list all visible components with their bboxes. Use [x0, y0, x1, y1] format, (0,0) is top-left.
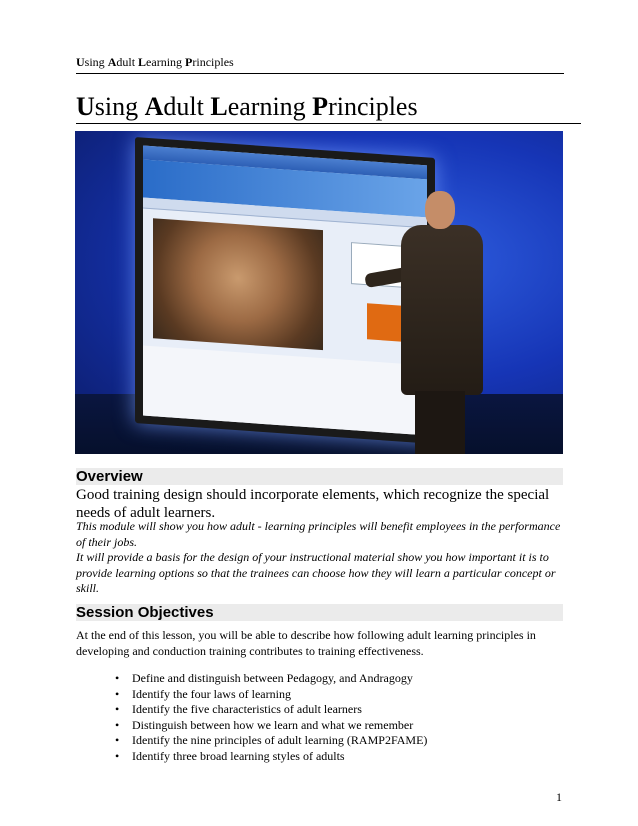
document-title: Using Adult Learning Principles — [76, 92, 581, 124]
presenter-body — [401, 225, 483, 395]
presenter — [395, 191, 485, 454]
running-header: Using Adult Learning Principles — [76, 55, 564, 74]
list-item: • Distinguish between how we learn and what we remember — [113, 718, 427, 734]
overview-heading: Overview — [76, 468, 563, 485]
list-item: • Identify the four laws of learning — [113, 687, 427, 703]
list-item: • Define and distinguish between Pedagogy, and Andragogy — [113, 671, 427, 687]
face-photo — [153, 218, 323, 350]
list-item: • Identify the five characteristics of adult learners — [113, 702, 427, 718]
overview-italic-1: This module will show you how adult - learning principles will benefit employees in the performance of their jobs. — [76, 519, 561, 549]
page-number: 1 — [556, 790, 562, 804]
objectives-list — [113, 671, 427, 764]
projection-screen — [135, 137, 435, 444]
overview-lead: Good training design should incorporate elements, which recognize the special needs of adult learners. — [76, 487, 550, 521]
browser-lower-panel — [143, 346, 427, 436]
objectives-intro: At the end of this lesson, you will be able to describe how following adult learning principles in developing and conduction training contributes to training effectiveness. — [76, 628, 536, 658]
list-item: • Identify the nine principles of adult learning (RAMP2FAME) — [113, 733, 427, 749]
presenter-head — [425, 191, 455, 229]
presenter-legs — [415, 391, 465, 454]
overview-italic — [76, 519, 566, 597]
list-item: • Identify three broad learning styles of adults — [113, 749, 427, 765]
objectives-heading: Session Objectives — [76, 604, 563, 621]
overview-italic-2: It will provide a basis for the design of your instructional material show you how important it is to provide learning options so that the trainees can choose how they will learn a particular concept or skill. — [76, 550, 556, 595]
browser-on-screen — [143, 146, 427, 436]
presenter-photo — [75, 131, 563, 454]
